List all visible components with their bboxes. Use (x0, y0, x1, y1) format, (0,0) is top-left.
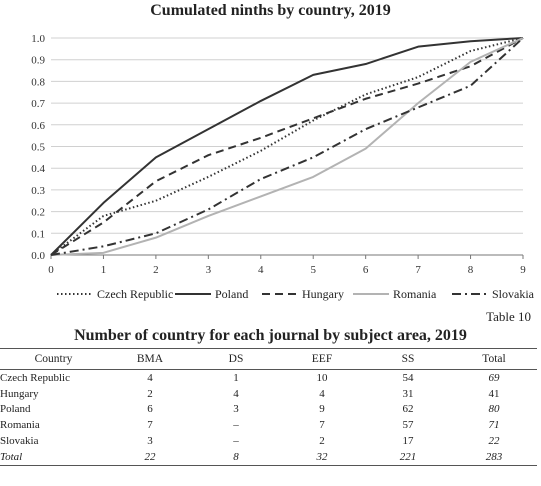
total-cell: 22 (488, 435, 500, 448)
table-row (0, 402, 537, 418)
x-tick-label: 6 (362, 264, 369, 276)
x-tick-label: 0 (48, 264, 54, 276)
country-cell: Czech Republic (0, 371, 70, 384)
line-chart (0, 22, 541, 307)
table-total-row (0, 449, 537, 465)
bma-cell: 3 (147, 435, 153, 448)
bma-cell: 4 (147, 371, 153, 384)
y-tick-label: 1.0 (31, 33, 45, 45)
country-cell: Hungary (0, 387, 39, 400)
ds-cell: – (233, 419, 239, 432)
y-tick-label: 0.6 (31, 119, 45, 132)
total-label-cell: Total (0, 449, 107, 465)
ds-cell: 4 (233, 387, 239, 400)
ss-total-cell: 221 (365, 449, 451, 465)
header-ss: SS (365, 349, 451, 370)
ds-total-cell: 8 (193, 449, 279, 465)
table-header-row (0, 349, 537, 370)
header-eef: EEF (279, 349, 365, 370)
x-tick-label: 9 (520, 264, 526, 276)
legend-label: Czech Republic (97, 287, 174, 301)
axes (51, 255, 523, 259)
y-tick-label: 0.8 (31, 76, 45, 89)
country-cell: Romania (0, 419, 40, 432)
bma-cell: 2 (147, 387, 153, 400)
bma-cell: 7 (147, 419, 153, 432)
ds-cell: 3 (233, 403, 239, 416)
bma-total-cell: 22 (107, 449, 193, 465)
x-tick-label: 3 (205, 264, 212, 276)
ss-cell: 54 (402, 371, 414, 384)
tick-labels (31, 33, 526, 276)
eef-cell: 7 (319, 419, 325, 432)
eef-total-cell: 32 (279, 449, 365, 465)
eef-cell: 4 (319, 387, 325, 400)
x-tick-label: 5 (310, 264, 316, 276)
ss-cell: 62 (402, 403, 414, 416)
ss-cell: 31 (402, 387, 414, 400)
table-title: Number of country for each journal by subject area, 2019 (74, 327, 467, 344)
ds-cell: 1 (233, 371, 239, 384)
y-tick-label: 0.2 (31, 206, 45, 219)
eef-cell: 9 (319, 403, 325, 416)
grand-total-cell: 283 (451, 449, 537, 465)
total-cell: 71 (488, 419, 500, 432)
x-tick-label: 4 (258, 264, 264, 276)
grid-lines (51, 38, 523, 233)
eef-cell: 2 (319, 435, 325, 448)
y-tick-label: 0.4 (31, 163, 45, 176)
country-cell: Slovakia (0, 435, 39, 448)
table-caption: Table 10 (486, 309, 531, 324)
country-cell: Poland (0, 403, 31, 416)
header-bma: BMA (107, 349, 193, 370)
x-tick-label: 8 (467, 264, 474, 276)
x-tick-label: 7 (415, 264, 421, 276)
y-tick-label: 0.5 (31, 141, 45, 154)
legend (57, 287, 535, 301)
y-tick-label: 0.1 (31, 228, 45, 241)
x-tick-label: 1 (100, 264, 107, 276)
ds-cell: – (233, 435, 239, 448)
header-total: Total (451, 349, 537, 370)
eef-cell: 10 (316, 371, 328, 384)
y-tick-label: 0.0 (31, 250, 45, 262)
ss-cell: 57 (402, 419, 414, 432)
total-cell: 41 (488, 387, 500, 400)
legend-label: Hungary (302, 287, 344, 301)
total-cell: 80 (488, 403, 500, 416)
y-tick-label: 0.3 (31, 184, 45, 197)
bma-cell: 6 (147, 403, 153, 416)
table-row (0, 370, 537, 386)
y-tick-label: 0.9 (31, 54, 45, 67)
legend-label: Slovakia (492, 287, 534, 301)
y-tick-label: 0.7 (31, 98, 45, 111)
subject-area-table (0, 348, 537, 466)
table-row (0, 386, 537, 402)
legend-label: Romania (393, 287, 437, 301)
x-tick-label: 2 (153, 264, 159, 276)
total-cell: 69 (488, 371, 500, 384)
header-country: Country (0, 349, 107, 370)
table-row (0, 417, 537, 433)
chart-title: Cumulated ninths by country, 2019 (150, 2, 391, 19)
table-row (0, 433, 537, 449)
legend-label: Poland (215, 287, 249, 301)
header-ds: DS (193, 349, 279, 370)
ss-cell: 17 (402, 435, 414, 448)
